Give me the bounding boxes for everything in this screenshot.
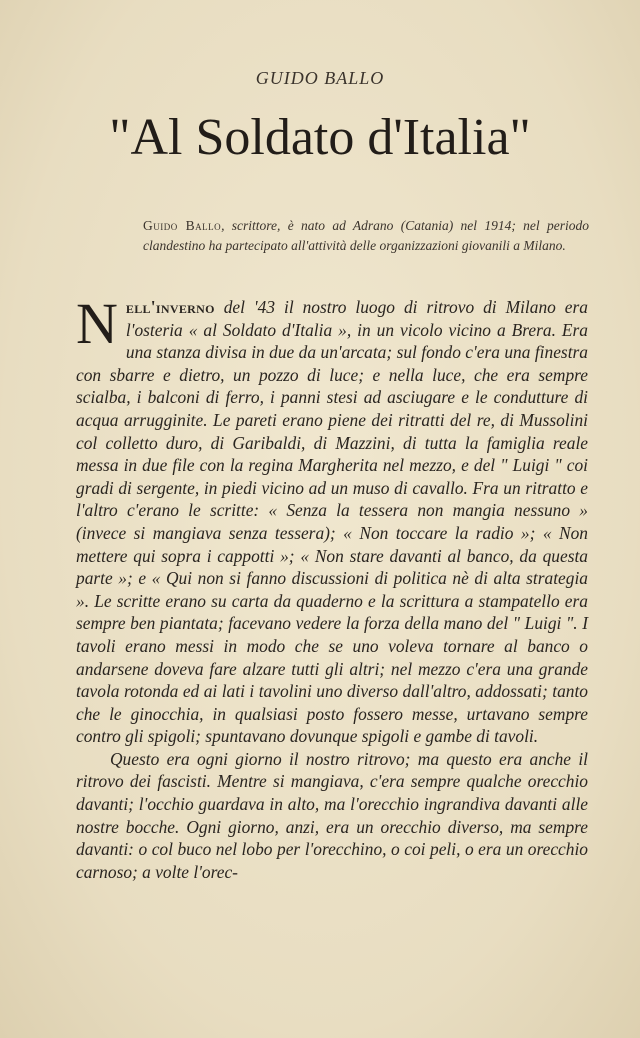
bio-author-name: Guido Ballo — [143, 218, 222, 233]
drop-cap: N — [76, 291, 118, 356]
author-heading: GUIDO BALLO — [255, 68, 385, 88]
paragraph-2: Questo era ogni giorno il nostro ritrovo; ma questo era anche il ritrovo dei fascisti. Mentre si mangiava, c'era sempre qualche orecchio davanti; l'occhio guardava in alto, ma l'orecchio ingrandiva davanti alle nostre bocche. Ogni giorno, anzi, era un orecchio diverso, ma sempre davanti: o col buco nel lobo per l'orecchino, o coi peli, o era un orecchio carnoso; a volte l'orec- — [76, 748, 588, 882]
author-bio — [143, 216, 589, 256]
paragraph-1-text: del '43 il nostro luogo di ritrovo di Milano era l'osteria « al Soldato d'Italia », in un vicolo vicino a Brera. Era una stanza divisa in due da un'arcata; sul fondo c'era una finestra con sbarre e dietro, un pozzo di luce; e nella luce, che era sempre scialba, i balconi di ferro, i panni stesi ad asciugare e le condutture di acqua arrugginite. Le pareti erano piene dei ritratti del re, di Mussolini col colletto duro, di Garibaldi, di Mazzini, di tutta la famiglia reale messa in due file con la regina Margherita nel mezzo, e del " Luigi " coi gradi di sergente, in piedi vicino ad un muso di cavallo. Fra un ritratto e l'altro c'erano le scritte: « Senza la tessera non mangia nessuno » (invece si mangiava senza tessera); « Non toccare la radio »; « Non mettere qui sopra i cappotti »; « Non stare davanti al banco, da questa parte »; e « Qui non si fanno discussioni di politica nè di alta strategia ». Le scritte erano su carta da quaderno e la scrittura a stampatello era sempre ben piantata; facevano vedere la forza della mano del " Luigi ". I tavoli erano messi in modo che se uno voleva tornare al banco o andarsene doveva fare alzare tutti gli altri; nel mezzo c'era una grande tavola rotonda ed ai lati i tavolini uno diverso dall'altro, addossati; tanto che le ginocchia, in qualsiasi posto fossero messe, urtavano sempre contro gli spigoli; spuntavano dovunque spigoli e gambe di tavoli. — [76, 297, 588, 747]
bio-text: , scrittore, è nato ad Adrano (Catania) nel 1914; nel periodo clandestino ha partecipato all'attività delle organizzazioni giovanili a Milano. — [143, 218, 589, 253]
lead-words: ell'inverno — [125, 297, 215, 317]
article-title: "Al Soldato d'Italia" — [109, 109, 531, 166]
paragraph-1 — [76, 291, 588, 748]
article-body — [76, 291, 588, 883]
